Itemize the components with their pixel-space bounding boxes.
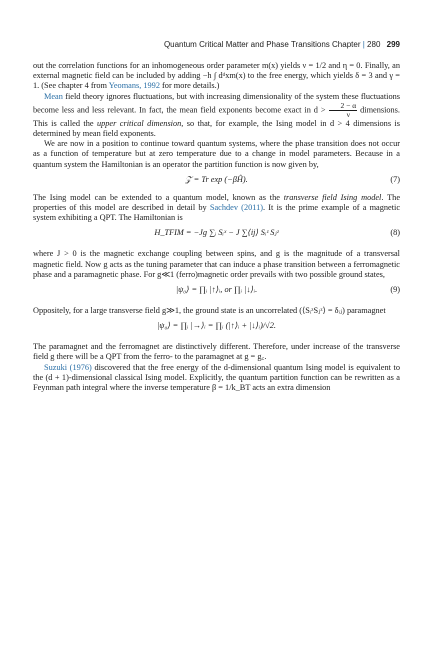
header-chapter-number: 280 [367,40,381,49]
equation-8-number: (8) [390,228,400,238]
citation-sachdev[interactable]: Sachdev (2011) [209,203,263,213]
equation-10 [33,317,400,341]
body-text [33,61,400,393]
term-transverse-field-ising: transverse field Ising model [283,192,382,202]
paragraph-2: Mean field theory ignores fluctuations, but with increasing dimensionality of the system these fluctuations become less and less relevant. In fact, the mean field exponents become exact in d > $\frac{2 - \alpha}{\nu}$ dimensions. This is called the upper critical dimension, so that, for example, the Ising model in d > 4 dimensions is determined by mean field exponents. [33,91,401,139]
equation-8-expr: H_TFIM = −Jg ∑ᵢ Sᵢˣ − J ∑⟨ij⟩ Sᵢᶻ Sⱼᶻ [154,228,279,238]
equation-10-expr: |ψ₀⟩ = ∏ᵢ |→⟩ᵢ = ∏ᵢ (|↑⟩ᵢ + |↓⟩ᵢ)/√2. [157,321,276,331]
citation-yeomans[interactable]: Yeomans, 1992 [108,81,160,91]
paragraph-8: Suzuki (1976) discovered that the free energy of the d-dimensional quantum Ising model is equivalent to the (d + 1)-dimensional classical Ising model. Explicitly, the quantum partition function can be rewritten as a Feynman path integral where the inverse temperature β = 1/k_BT acts an extra dimension [33,362,400,393]
equation-7-number: (7) [390,174,400,184]
term-upper-critical-dimension: upper critical dimension [96,118,182,128]
equation-9-expr: |ψ₀⟩ = ∏ᵢ |↑⟩ᵢ, or ∏ᵢ |↓⟩ᵢ. [175,285,258,295]
header-chapter: Chapter [332,40,361,49]
equation-7 [33,171,400,192]
equation-9-number: (9) [390,285,400,295]
equation-7-expr: 𝒵 = Tr exp (−βĤ). [185,174,248,184]
paragraph-6: Oppositely, for a large transverse field g≫1, the ground state is an uncorrelated (⟨SᵢᶻSⱼᶻ⟩ = δᵢⱼ) paramagnet [33,306,386,316]
paragraph-1: out the correlation functions for an inhomogeneous order parameter m(x) yields ν = 1/2 and η = 0. Finally, an external magnetic field can be included by adding −h ∫ dᵈxm(x) to the free energy, which yields δ = 3 and γ = 1. (See chapter 4 from Yeomans, 1992 for more details.) [33,61,400,91]
citation-suzuki[interactable]: Suzuki (1976) [44,362,92,372]
page-number: 299 [386,40,400,49]
paragraph-5: where J > 0 is the magnetic exchange coupling between spins, and g is the magnitude of a transversal magnetic field. Now g acts as the tuning parameter that can induce a phase transition between a ferromagnetic phase and a paramagnetic phase. For g≪1 (ferro)magnetic order prevails with two possible ground states, [33,249,400,279]
paragraph-7: The paramagnet and the ferromagnet are distinctively different. Therefore, under increase of the transverse field g there will be a QPT from the ferro- to the paramagnet at g = g꜀. [33,342,400,362]
equation-9 [33,281,400,305]
citation-mean-field[interactable]: Mean [44,91,63,101]
paragraph-4: The Ising model can be extended to a quantum model, known as the transverse field Ising model. The properties of this model are described in detail by Sachdev (2011). It is the prime example of a magnetic system exhibiting a QPT. The Hamiltonian is [33,192,400,223]
fraction-upper-critical: $\frac{2 - \alpha}{\nu}$ [329,102,358,119]
equation-8 [33,224,400,248]
paragraph-3: We are now in a position to continue toward quantum systems, where the phase transition does not occur as a function of temperature but at zero temperature due to a change in model parameters. Because in a quantum system the Hamiltonian is an operator the partition function is now given by, [33,139,400,169]
header-title: Quantum Critical Matter and Phase Transitions [163,40,330,49]
running-header: Quantum Critical Matter and Phase Transitions Chapter | 280 299 [163,40,400,49]
